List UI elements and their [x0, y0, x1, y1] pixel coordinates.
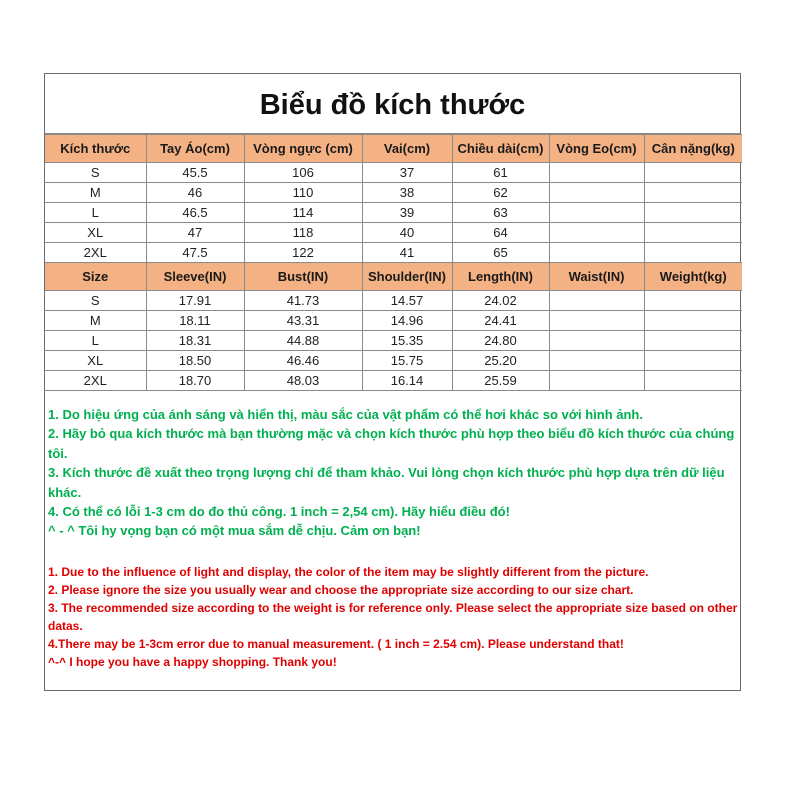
- table-cell: [644, 291, 742, 311]
- table-cell: 24.80: [452, 331, 549, 351]
- column-header: Length(IN): [452, 263, 549, 291]
- table-cell: XL: [45, 223, 146, 243]
- table-cell: 18.70: [146, 371, 244, 391]
- table-cell: [644, 311, 742, 331]
- table-cell: 46: [146, 183, 244, 203]
- table-cell: [549, 371, 644, 391]
- table-cell: 15.35: [362, 331, 452, 351]
- table-cell: 18.11: [146, 311, 244, 331]
- size-table-inch: [45, 263, 742, 391]
- table-cell: [549, 223, 644, 243]
- table-cell: 39: [362, 203, 452, 223]
- table-cell: 43.31: [244, 311, 362, 331]
- table-cell: [644, 163, 742, 183]
- table-cell: [644, 371, 742, 391]
- table-cell: 110: [244, 183, 362, 203]
- size-chart-frame: [44, 73, 741, 691]
- column-header: Vòng Eo(cm): [549, 135, 644, 163]
- table-cell: 17.91: [146, 291, 244, 311]
- table-cell: 24.41: [452, 311, 549, 331]
- note-line: 1. Do hiệu ứng của ánh sáng và hiển thị, màu sắc của vật phẩm có thể hơi khác so với hình ảnh.: [48, 407, 643, 422]
- notes-section: [45, 391, 740, 671]
- table-cell: 40: [362, 223, 452, 243]
- column-header: Cân nặng(kg): [644, 135, 742, 163]
- column-header: Vòng ngực (cm): [244, 135, 362, 163]
- table-cell: [549, 163, 644, 183]
- table-cell: 2XL: [45, 243, 146, 263]
- note-line: 4. Có thể có lỗi 1-3 cm do đo thủ công. 1 inch = 2,54 cm). Hãy hiểu điều đó!: [48, 504, 510, 520]
- table-row: [45, 291, 742, 311]
- table-cell: 48.03: [244, 371, 362, 391]
- column-header: Size: [45, 263, 146, 291]
- table-row: [45, 351, 742, 371]
- note-line: 2. Please ignore the size you usually wear and choose the appropriate size according to our size chart.: [48, 582, 634, 597]
- table-cell: 122: [244, 243, 362, 263]
- table-cell: 25.59: [452, 371, 549, 391]
- table-cell: 118: [244, 223, 362, 243]
- table-row: [45, 183, 742, 203]
- table-cell: 15.75: [362, 351, 452, 371]
- table-cell: [644, 351, 742, 371]
- table-cell: S: [45, 163, 146, 183]
- note-line: 1. Due to the influence of light and display, the color of the item may be slightly different from the picture.: [48, 564, 649, 579]
- table-cell: 44.88: [244, 331, 362, 351]
- table-cell: [549, 351, 644, 371]
- table-cell: 106: [244, 163, 362, 183]
- column-header: Waist(IN): [549, 263, 644, 291]
- table-cell: 18.50: [146, 351, 244, 371]
- note-line: 2. Hãy bỏ qua kích thước mà bạn thường mặc và chọn kích thước phù hợp theo biểu đồ kích thước của chúng tôi.: [48, 426, 735, 461]
- table-cell: [644, 243, 742, 263]
- table-cell: [644, 203, 742, 223]
- table-row: [45, 223, 742, 243]
- table-cell: L: [45, 203, 146, 223]
- table-cell: 2XL: [45, 371, 146, 391]
- table-cell: 65: [452, 243, 549, 263]
- table-cell: 45.5: [146, 163, 244, 183]
- table-cell: 25.20: [452, 351, 549, 371]
- table-cell: 41.73: [244, 291, 362, 311]
- column-header: Tay Áo(cm): [146, 135, 244, 163]
- table-cell: 62: [452, 183, 549, 203]
- column-header: Sleeve(IN): [146, 263, 244, 291]
- size-table: [45, 134, 742, 391]
- table-cell: [644, 331, 742, 351]
- table-cell: M: [45, 311, 146, 331]
- page-title: Biểu đồ kích thước: [45, 74, 740, 134]
- table-cell: [549, 183, 644, 203]
- column-header: Vai(cm): [362, 135, 452, 163]
- table-cell: 47.5: [146, 243, 244, 263]
- table-cell: 63: [452, 203, 549, 223]
- column-header: Weight(kg): [644, 263, 742, 291]
- note-line: ^-^ I hope you have a happy shopping. Thank you!: [48, 654, 337, 669]
- table-cell: S: [45, 291, 146, 311]
- table-cell: 61: [452, 163, 549, 183]
- table-cell: 24.02: [452, 291, 549, 311]
- table-cell: L: [45, 331, 146, 351]
- table-cell: [644, 223, 742, 243]
- table-header-row: [45, 135, 742, 163]
- table-cell: 41: [362, 243, 452, 263]
- table-row: [45, 163, 742, 183]
- table-cell: [644, 183, 742, 203]
- table-cell: 46.5: [146, 203, 244, 223]
- table-row: [45, 331, 742, 351]
- table-cell: [549, 243, 644, 263]
- note-line: ^ - ^ Tôi hy vọng bạn có một mua sắm dễ chịu. Cảm ơn bạn!: [48, 523, 421, 539]
- table-cell: 64: [452, 223, 549, 243]
- table-cell: M: [45, 183, 146, 203]
- table-row: [45, 243, 742, 263]
- table-cell: [549, 331, 644, 351]
- column-header: Chiều dài(cm): [452, 135, 549, 163]
- table-cell: [549, 311, 644, 331]
- table-cell: [549, 291, 644, 311]
- note-line: 3. The recommended size according to the weight is for reference only. Please select the appropriate size based on other datas.: [48, 600, 738, 633]
- table-cell: 38: [362, 183, 452, 203]
- table-header-row: [45, 263, 742, 291]
- note-line: 3. Kích thước đề xuất theo trọng lượng chỉ để tham khảo. Vui lòng chọn kích thước phù hợp dựa trên dữ liệu khác.: [48, 465, 725, 500]
- table-cell: 37: [362, 163, 452, 183]
- table-cell: XL: [45, 351, 146, 371]
- table-cell: 16.14: [362, 371, 452, 391]
- table-cell: 18.31: [146, 331, 244, 351]
- notes-vietnamese: [48, 405, 740, 541]
- column-header: Bust(IN): [244, 263, 362, 291]
- table-row: [45, 203, 742, 223]
- notes-english: [48, 563, 740, 671]
- size-table-cm: [45, 135, 742, 263]
- table-cell: 47: [146, 223, 244, 243]
- table-cell: 46.46: [244, 351, 362, 371]
- table-cell: [549, 203, 644, 223]
- table-cell: 14.96: [362, 311, 452, 331]
- table-row: [45, 311, 742, 331]
- column-header: Shoulder(IN): [362, 263, 452, 291]
- table-cell: 114: [244, 203, 362, 223]
- table-row: [45, 371, 742, 391]
- note-line: 4.There may be 1-3cm error due to manual measurement. ( 1 inch = 2.54 cm). Please understand that!: [48, 636, 624, 651]
- column-header: Kích thước: [45, 135, 146, 163]
- table-cell: 14.57: [362, 291, 452, 311]
